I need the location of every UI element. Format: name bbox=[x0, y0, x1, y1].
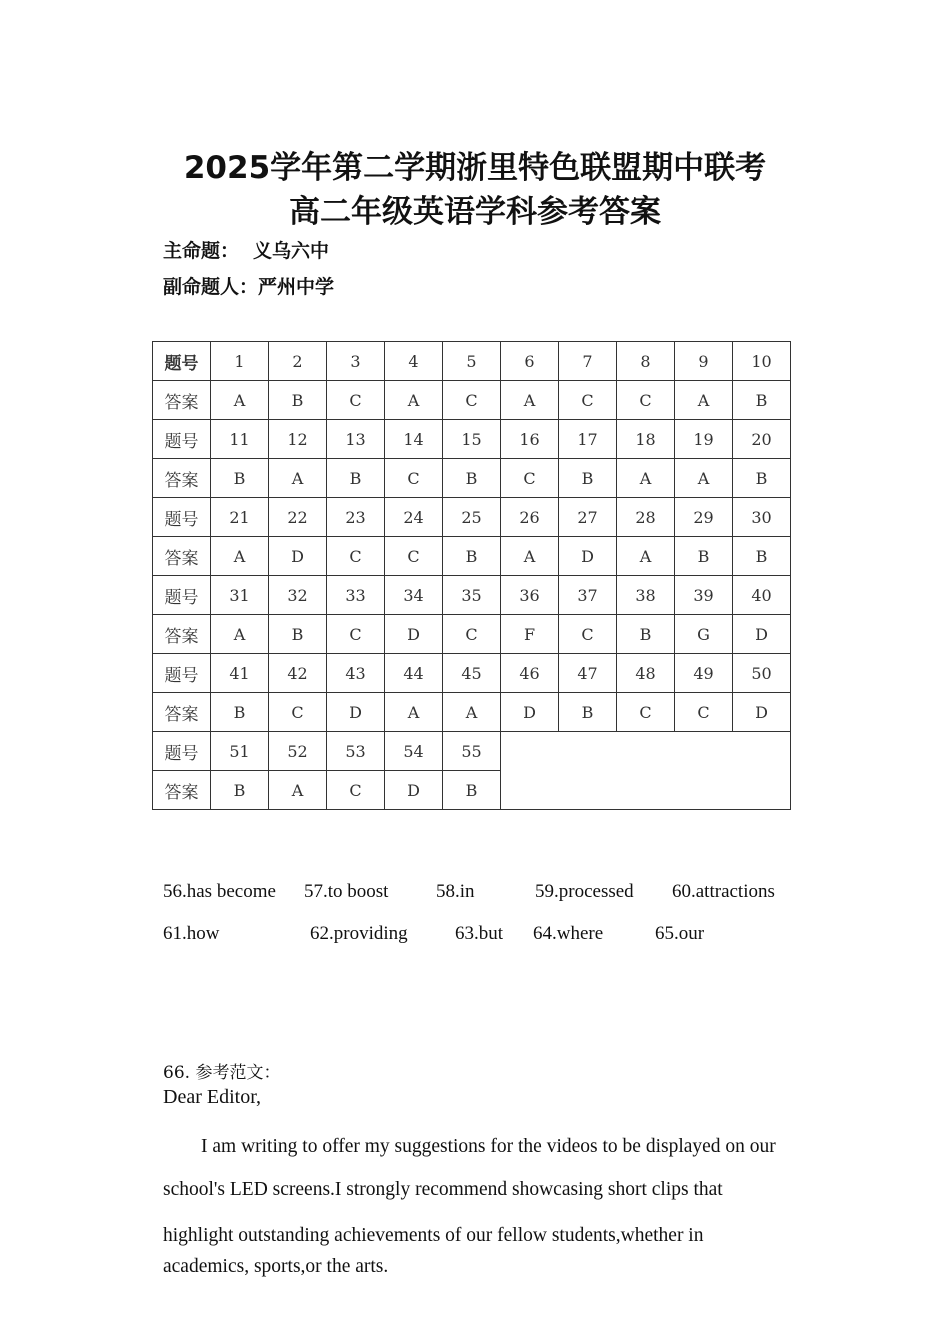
question-number-cell: 9 bbox=[675, 342, 733, 381]
answer-cell: A bbox=[675, 459, 733, 498]
fill-answer: 63.but bbox=[455, 923, 504, 944]
answer-cell: D bbox=[269, 537, 327, 576]
answer-cell: C bbox=[269, 693, 327, 732]
fill-answer: 65.our bbox=[655, 923, 705, 944]
essay-line: school's LED screens.I strongly recommend showcasing short clips that bbox=[163, 1179, 723, 1200]
answer-cell: A bbox=[211, 537, 269, 576]
answer-cell: A bbox=[443, 693, 501, 732]
answer-cell: A bbox=[385, 693, 443, 732]
answer-cell: A bbox=[211, 615, 269, 654]
question-number-cell: 3 bbox=[327, 342, 385, 381]
question-number-cell: 11 bbox=[211, 420, 269, 459]
essay-line: academics, sports,or the arts. bbox=[163, 1256, 389, 1277]
answer-cell: B bbox=[211, 693, 269, 732]
answer-cell: B bbox=[675, 537, 733, 576]
question-number-cell: 53 bbox=[327, 732, 385, 771]
answer-cell: C bbox=[385, 459, 443, 498]
question-number-cell: 5 bbox=[443, 342, 501, 381]
question-number-cell: 37 bbox=[559, 576, 617, 615]
question-number-cell: 51 bbox=[211, 732, 269, 771]
answer-cell: D bbox=[733, 615, 791, 654]
question-number-cell: 42 bbox=[269, 654, 327, 693]
question-number-cell: 7 bbox=[559, 342, 617, 381]
fill-answer: 64.where bbox=[533, 923, 604, 944]
number-row bbox=[153, 420, 791, 459]
answer-cell: B bbox=[443, 771, 501, 810]
answer-cell: D bbox=[733, 693, 791, 732]
essay-heading: 66. 参考范文： bbox=[163, 1063, 281, 1083]
answer-cell: B bbox=[269, 615, 327, 654]
question-number-cell: 48 bbox=[617, 654, 675, 693]
answer-row bbox=[153, 693, 791, 732]
question-number-cell: 19 bbox=[675, 420, 733, 459]
answer-cell: C bbox=[327, 615, 385, 654]
title-line-1: 2025学年第二学期浙里特色联盟期中联考 bbox=[183, 150, 767, 186]
answer-cell: B bbox=[211, 459, 269, 498]
question-number-cell: 6 bbox=[501, 342, 559, 381]
answer-row bbox=[153, 537, 791, 576]
answer-cell: C bbox=[559, 615, 617, 654]
answer-cell: A bbox=[617, 459, 675, 498]
answer-cell: D bbox=[559, 537, 617, 576]
fill-answer: 60.attractions bbox=[672, 881, 775, 902]
deputy-author bbox=[163, 272, 334, 299]
answer-cell: B bbox=[733, 459, 791, 498]
answer-cell: C bbox=[675, 693, 733, 732]
row-label-answer: 答案 bbox=[153, 615, 211, 654]
answer-cell: A bbox=[501, 381, 559, 420]
question-number-cell: 25 bbox=[443, 498, 501, 537]
answer-cell: C bbox=[327, 381, 385, 420]
answer-cell: B bbox=[559, 459, 617, 498]
question-number-cell: 49 bbox=[675, 654, 733, 693]
question-number-cell: 44 bbox=[385, 654, 443, 693]
question-number-cell: 47 bbox=[559, 654, 617, 693]
answer-cell: C bbox=[501, 459, 559, 498]
answer-cell: C bbox=[327, 537, 385, 576]
answer-cell: B bbox=[443, 459, 501, 498]
answer-cell: D bbox=[501, 693, 559, 732]
row-label-answer: 答案 bbox=[153, 693, 211, 732]
answer-cell: C bbox=[443, 615, 501, 654]
question-number-cell: 2 bbox=[269, 342, 327, 381]
row-label-answer: 答案 bbox=[153, 459, 211, 498]
fill-answer: 59.processed bbox=[535, 881, 634, 902]
fill-answer: 62.providing bbox=[310, 923, 408, 944]
answer-cell: C bbox=[559, 381, 617, 420]
essay-line: I am writing to offer my suggestions for the videos to be displayed on our bbox=[201, 1136, 776, 1157]
question-number-cell: 15 bbox=[443, 420, 501, 459]
question-number-cell: 21 bbox=[211, 498, 269, 537]
question-number-cell: 33 bbox=[327, 576, 385, 615]
question-number-cell: 16 bbox=[501, 420, 559, 459]
question-number-cell: 29 bbox=[675, 498, 733, 537]
question-number-cell: 55 bbox=[443, 732, 501, 771]
answer-cell: B bbox=[211, 771, 269, 810]
answer-cell: A bbox=[617, 537, 675, 576]
answer-row bbox=[153, 459, 791, 498]
question-number-cell: 18 bbox=[617, 420, 675, 459]
deputy-author-value: 严州中学 bbox=[258, 276, 335, 298]
question-number-cell: 26 bbox=[501, 498, 559, 537]
row-label-answer: 答案 bbox=[153, 537, 211, 576]
question-number-cell: 45 bbox=[443, 654, 501, 693]
answer-cell: A bbox=[385, 381, 443, 420]
row-label-number: 题号 bbox=[153, 420, 211, 459]
question-number-cell: 32 bbox=[269, 576, 327, 615]
number-row bbox=[153, 576, 791, 615]
answer-row bbox=[153, 615, 791, 654]
row-label-number: 题号 bbox=[153, 498, 211, 537]
answer-cell: C bbox=[385, 537, 443, 576]
chief-author-value: 义乌六中 bbox=[253, 240, 330, 262]
answer-cell: C bbox=[443, 381, 501, 420]
answer-cell: B bbox=[269, 381, 327, 420]
answer-cell: B bbox=[327, 459, 385, 498]
question-number-cell: 1 bbox=[211, 342, 269, 381]
question-number-cell: 52 bbox=[269, 732, 327, 771]
row-label-number: 题号 bbox=[153, 732, 211, 771]
question-number-cell: 8 bbox=[617, 342, 675, 381]
answer-cell: B bbox=[559, 693, 617, 732]
answer-cell: C bbox=[327, 771, 385, 810]
question-number-cell: 23 bbox=[327, 498, 385, 537]
answer-cell: B bbox=[617, 615, 675, 654]
answer-cell: D bbox=[385, 771, 443, 810]
answer-row bbox=[153, 381, 791, 420]
answer-cell: C bbox=[617, 381, 675, 420]
question-number-cell: 20 bbox=[733, 420, 791, 459]
question-number-cell: 36 bbox=[501, 576, 559, 615]
question-number-cell: 54 bbox=[385, 732, 443, 771]
answer-cell: B bbox=[443, 537, 501, 576]
answer-cell: B bbox=[733, 381, 791, 420]
answer-cell: G bbox=[675, 615, 733, 654]
title-line-2: 高二年级英语学科参考答案 bbox=[289, 194, 661, 230]
essay-salutation: Dear Editor, bbox=[163, 1086, 262, 1108]
question-number-cell: 46 bbox=[501, 654, 559, 693]
chief-author-label: 主命题： bbox=[163, 240, 240, 262]
question-number-cell: 12 bbox=[269, 420, 327, 459]
question-number-cell: 30 bbox=[733, 498, 791, 537]
question-number-cell: 31 bbox=[211, 576, 269, 615]
question-number-cell: 39 bbox=[675, 576, 733, 615]
answer-cell: B bbox=[733, 537, 791, 576]
answer-cell: F bbox=[501, 615, 559, 654]
chief-author bbox=[163, 236, 329, 263]
question-number-cell: 41 bbox=[211, 654, 269, 693]
answer-cell: D bbox=[385, 615, 443, 654]
row-label-number: 题号 bbox=[153, 576, 211, 615]
question-number-cell: 17 bbox=[559, 420, 617, 459]
question-number-cell: 22 bbox=[269, 498, 327, 537]
deputy-author-label: 副命题人： bbox=[163, 276, 259, 298]
question-number-cell: 14 bbox=[385, 420, 443, 459]
question-number-cell: 34 bbox=[385, 576, 443, 615]
fill-answer: 58.in bbox=[436, 881, 475, 902]
number-row bbox=[153, 498, 791, 537]
answer-cell: D bbox=[327, 693, 385, 732]
answer-cell: C bbox=[617, 693, 675, 732]
question-number-cell: 24 bbox=[385, 498, 443, 537]
question-number-cell: 27 bbox=[559, 498, 617, 537]
answer-table bbox=[152, 341, 791, 810]
row-label-answer: 答案 bbox=[153, 771, 211, 810]
question-number-cell: 40 bbox=[733, 576, 791, 615]
row-label-number: 题号 bbox=[153, 654, 211, 693]
fill-answer: 61.how bbox=[163, 923, 220, 944]
empty-cell bbox=[501, 732, 791, 810]
question-number-cell: 38 bbox=[617, 576, 675, 615]
answer-cell: A bbox=[211, 381, 269, 420]
question-number-cell: 43 bbox=[327, 654, 385, 693]
row-label-answer: 答案 bbox=[153, 381, 211, 420]
answer-cell: A bbox=[269, 771, 327, 810]
answer-cell: A bbox=[675, 381, 733, 420]
number-row bbox=[153, 342, 791, 381]
question-number-cell: 50 bbox=[733, 654, 791, 693]
essay-line: highlight outstanding achievements of our fellow students,whether in bbox=[163, 1225, 704, 1246]
question-number-cell: 35 bbox=[443, 576, 501, 615]
question-number-cell: 28 bbox=[617, 498, 675, 537]
question-number-cell: 4 bbox=[385, 342, 443, 381]
answer-cell: A bbox=[269, 459, 327, 498]
fill-answer: 56.has become bbox=[163, 881, 276, 902]
fill-answer: 57.to boost bbox=[304, 881, 389, 902]
question-number-cell: 10 bbox=[733, 342, 791, 381]
number-row bbox=[153, 654, 791, 693]
row-label-number: 题号 bbox=[153, 342, 211, 381]
number-row bbox=[153, 732, 791, 771]
question-number-cell: 13 bbox=[327, 420, 385, 459]
answer-cell: A bbox=[501, 537, 559, 576]
